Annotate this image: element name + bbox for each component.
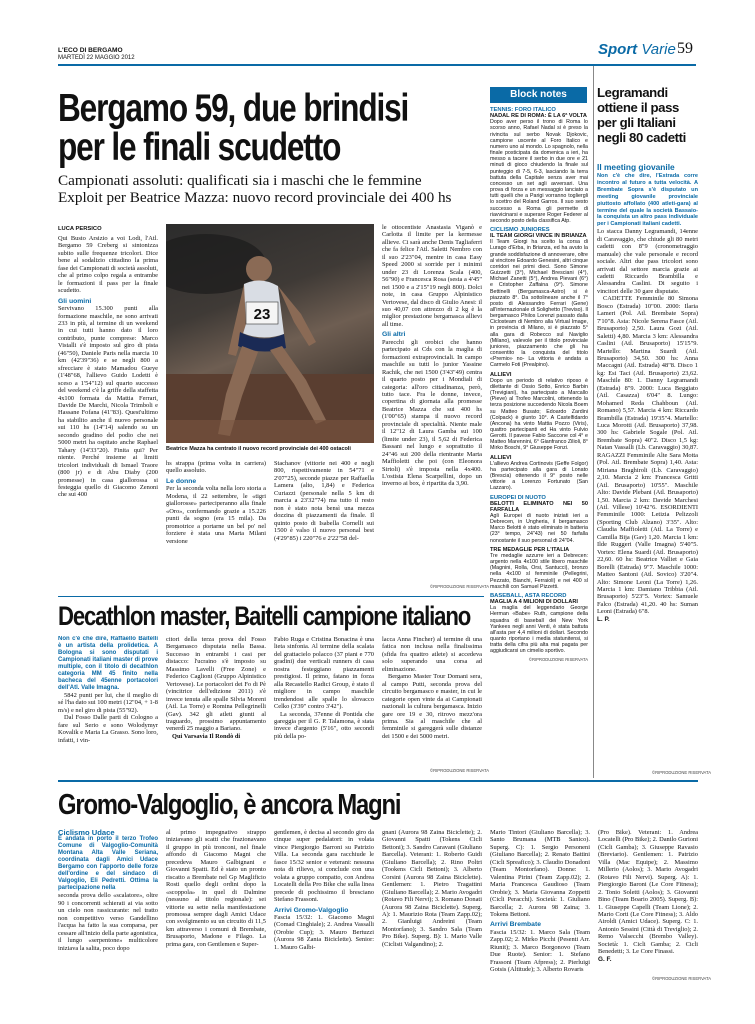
article2-col1-text: 5842 punti per lui, che il meglio di sé l'ha dato sui 100 metri (12"04, + 1-8 m/s) e nel giro di pista (55"92).: [58, 692, 158, 714]
right-article-headline: Legramandi ottiene il pass per gli Italiani negli 80 cadetti: [597, 85, 686, 145]
article2-col1: [58, 636, 158, 774]
block-note-heading: BELOTTI ELIMINATO NEI 50 FARFALLA: [490, 500, 588, 513]
right-article-initials: L. P.: [597, 615, 610, 623]
block-note-text: L'allievo Andrea Cortinovis (Geffe Folgor) ha partecipato alla gara di Lonato (Brescia) ottenendo il 9° posto nelle vittorie a Lorenzo Fortunato (San Lazzaro).: [490, 460, 588, 492]
article1-col2b-text: Per la seconda volta nella loro storia a Modena, il 22 settembre, le «tigri giallorosse» parteciperanno alla finale «Oro», confermando grazie a 15.226 punti da sogno (era 15 mila). Da promotrice a portarne un bel po' nel forziere è stata una Marta Milani versione: [166, 485, 266, 545]
block-note-heading: NADAL RE DI ROMA: È LA 6ª VOLTA: [490, 113, 587, 120]
block-note-item: [490, 372, 588, 452]
block-note-kicker: CICLISMO JUNIORES: [490, 226, 550, 233]
article1-subhead-line2: Exploit per Beatrice Mazza: nuovo record provinciale dei 400 hs: [58, 189, 452, 206]
right-article-body: [597, 173, 698, 771]
section-sub: Varie: [641, 41, 676, 58]
block-notes-body: [490, 107, 588, 771]
section-label: [598, 41, 676, 58]
article1-col1-subhead: Gli uomini: [58, 297, 92, 305]
article3-col3-subhead: Arrivi Gromo-Valgoglio: [274, 906, 349, 914]
article2-col2: [166, 636, 266, 774]
block-note-heading: ALLIEVI: [490, 371, 512, 378]
article1-col4: [382, 224, 482, 583]
block-note-text: Tre medaglie azzurre ieri a Debrecen: argento nella 4x100 stile libero maschile (Magnini, Rolla, Orsi, Santucci), bronzo nella 4x100 sl femminile (Pellegrini, Pezzato, Bianchi, Ferraioli) e nei 400 sl maschili con Samuel Pizzetti.: [490, 552, 588, 590]
block-notes-credit: ©RIPRODUZIONE RISERVATA: [528, 657, 588, 663]
block-note-text: La maglia del leggendario George Herman «Babe» Ruth, campione della squadra di baseball dei New York Yankees negli anni Venti, è stata battuta all'asta per 4,4 milioni di dollari. Secondo quanto riportano i media statunitensi, si tratta della cifra più alta mai pagata per aggiudicarsi un cimelio sportivo.: [490, 605, 588, 655]
block-note-heading: IL TEAM GIORGI VINCE IN BRIANZA: [490, 233, 587, 240]
right-article-text: Lo stacca Danny Legramandi, 14enne di Caravaggio, che chiude gli 80 metri cadetti con 8"9 (cronometraggio manuale) che vale personale e record sociale. Altri due pass tricolori sono arrivati dal settore marcia grazie ai cadetti Riccardo Brambilla e Alessandra Caslini. Di seguito i vincitori delle 30 gare disputate.: [597, 228, 698, 295]
article3-col1-text: seconda prova dello «scalatore», oltre 90 i concorrenti schierati ai via sotto un cielo non rassicurante: nel tratto non competitivo verso Gandellino l'acqua ha fatto la sua comparsa, per cessare all'inizio della parte agonistica, il lungo «serpentone» multicolore iniziava la salita, poco dopo: [58, 892, 158, 952]
article1-col4-text: le ottocentiste Anastasia Viganò e Carlotta il limite per la kermesse allieve. Ci sarà anche Denis Tagliaferri che fa felice l'Atl. Saletti Nembro con il suo 2'23"04, mentre in casa Easy Speed 2000 si sorride per i minimi under 23 di Lorenza Scala (400, 56"90) e Francesca Rosa (sesta a 4'45" nei 1500 e a 2'15"19 negli 800). Dolci note, in casa Gruppo Alpinistico Vertovese, dal disco di Giulio Anesi: il suo 40,07 con attrezzo di 2 kg è la miglior prestazione bergamasca allievi all time.: [382, 224, 482, 328]
article3-initials: G. F.: [598, 955, 612, 963]
article1-col2-text: hs strappa (prima volta in carriera) quello assoluto.: [166, 460, 266, 475]
block-note-kicker: BASEBALL, ASTA RECORD: [490, 592, 567, 599]
photo-caption: Beatrice Mazza ha centrato il nuovo record provinciale dei 400 ostacoli: [166, 446, 351, 452]
article1-credit: ©RIPRODUZIONE RISERVATA: [430, 584, 490, 589]
block-note-kicker: EUROPEI DI NUOTO: [490, 494, 546, 501]
block-note-text: Agli Europei di nuoto iniziati ieri a Debrecen, in Ungheria, il bergamasco Marco Belotti è stato eliminato in batteria (23° tempo, 24"43) nei 50 farfalla nonostante il suo personal di 24"04.: [490, 513, 588, 544]
athlete-photo: [166, 224, 374, 443]
article3-lead: È andata in porto il terzo Trofeo Comune di Valgoglio-Comunità Montana Alta Valle Seriana, coordinata dagli Amici Udace Bergamo con l'apporto delle forze dell'ordine e del sindaco di Valgoglio, Eli Pedretti. Ottima la partecipazione nella: [58, 836, 158, 892]
block-note-text: Dopo aver perso il trono di Roma lo scorso anno, Rafael Nadal si è preso la rivincita sul serbo Novak Djokovic, campione uscente al Foro Italico e numero uno al mondo. Lo spagnolo, nella finale posticipata da domenica a ieri, ha messo a tacere il serbo in due ore e 21 minuti di gioco chiudendo la finale sul punteggio di 7-5, 6-3, lasciando la terra battuta della Capitale senza aver mai concesso un set agli avversari. Una prova di forza e un messaggio lanciato a tutti quelli che a Parigi vorranno togliergli lo scettro del Roland Garros. Il suo sesto successo a Roma gli permette di riavvicinarsi e superare Roger Federer al secondo posto della classifica Atp.: [490, 119, 588, 224]
article3-top-rule: [58, 780, 698, 782]
article1-col3-text: Stachanov (vittorie nei 400 e negli 800, rispettivamente in 54"71 e 2'07"25), seconde piazze per Raffaella Lamera (alto, 1,84) e Federica Curiazzi (personale nella 5 km di marcia a 23'32"74) ma tutto il resto non è stato nota bensì una mezza dozzina di piazzamenti da finale. Il quinto posto di Isabella Cornelli sui 1500 è valso il nuovo personal best (4'29"85) i 220"76 e 2'22"58 del-: [274, 460, 374, 542]
article3-col4: [382, 829, 482, 983]
article2-col3b-text: La seconda, 37enne di Pontida che gareggia per il G. P. Talamona, è stata invece d'argento (5'16", otto secondi più della po-: [274, 710, 374, 740]
right-article-subhead: Il meeting giovanile: [597, 162, 675, 172]
right-article-credit: ©RIPRODUZIONE RISERVATA: [652, 770, 712, 775]
block-note-item: [490, 593, 588, 655]
block-note-item: [490, 107, 588, 224]
right-article-results: CADETTE Femminile 80 Simona Bosco (Estrada) 10"00. 2000: Ilaria Lameri (Pol. Atl. Brembate Sopra) 7'10"8. Asta: Nicole Serena Fasce (Atl. Brusaporto) 2,50. Laura Gozi (Atl. Saletti) 4,80. Marcia 3 km: Alessandra Caslini (Atl. Brusaporto) 15'15"9. Martello: Martina Suardi (Atl. Brusaporto) 34,50. 300 hs: Anna Maccagni (Atl. Estrada) 48"8. Disco 1 kg: Esi Taci (Atl. Brusaporto) 23,62. Maschile 80: 1. Danny Legramandi (Estrada) 8"9. 2000: Luca Beggiato (Atl. Casazza) 6'04" 8. Lungo: Mohamed Reda Chahboun (Atl. Romano) 5,57. Marcia 4 km: Riccardo Brambilla (Estrada) 19'35"4. Martello: Luca Morotti (Atl. Brusaporto) 37,98. 300 hs: Gabriele Sogale (Pol. Atl. Brembate Sopra) 40"2. Disco 1,5 kg: Natan Vassalli (Lb. Caravaggio) 30,87. RAGAZZI Femminile Alte Sara Motta (Pol. Atl. Brembate Sopra) 1,40. Asta: Miriana Braghiroli (Lb. Caravaggio) 2,10. Marcia 2 km: Francesca Gritti (Atl. Brusaporto) 10'55". Maschile Alto: Davide Plebani (Atl. Brusaporto) 1,50. Marcia 2 km: Davide Marchesi (Atl. Villese) 10'42"6. ESORDIENTI Femminile 1000: Letizia Pelizzoli (Sporting Club Alzano) 3'35". Alto: Claudia Maffioletti (Atl. La Torre) e Camilla Bija (Gav) 1,20. Marcia 1 km: Ilde Ruggeri (Valle Imagna) 5'40"5. Vortex: Elena Suardi (Atl. Brusaporto) 22,60. 60 hs: Beatrice Valliet e Gaia Borelli (Estrada) 9"7. Maschile 1000: Matteo Santoni (Atl. Sovico) 3'20"4. Alto: Simone Leoni (La Torre) 1,26. Marcia 1 km: Damiano Tribbia (Atl. Brusaporto) 5'23"5. Vortex: Samuele Falco (Estrada) 41,20. 40 hs: Suman Leoni (Estrada) 6"8.: [597, 295, 698, 616]
article1-col2: [166, 460, 266, 591]
paper-name: L'ECO DI BERGAMO: [58, 47, 123, 54]
block-notes-divider: [593, 66, 594, 778]
article2-credit: ©RIPRODUZIONE RISERVATA: [430, 768, 490, 773]
block-note-heading: MAGLIA A 4 MILIONI DI DOLLARI: [490, 599, 578, 606]
article3-col5-subhead: Arrivi Brembate: [490, 921, 541, 929]
right-article-lead: Non c'è che dire, l'Estrada corre incontro al futuro a tutta velocità. A Brembate Sopra s'è disputato un meeting giovanile provinciale piuttosto affollato (400 atleti-gara) al termine del quale la società Bassaio-la conquista un altro pass individuale per i Campionati italiani cadetti.: [597, 173, 698, 228]
article3-col1: [58, 829, 158, 983]
athlete-figure: [166, 224, 374, 443]
article3-col2: [166, 829, 266, 983]
article3-col3b-text: Fascia 15/32: 1. Giacomo Magni (Comad Cinghiale); 2. Andrea Vassalli (Orobie Cup); 3. Mauro Bertuzzi (Aurora 98 Zania Biciclette). Senior: 1. Mauro Galbi-: [274, 913, 374, 951]
article1-col3: [274, 460, 374, 591]
article2-col3-text: Fabio Ruga e Cristina Bonacina è una lieta sinfonia. Al termine della scalata del grattacielo polacco (37 piani e 770 gradini) due verticali runners di casa nostra festeggiano piazzamenti prestigiosi. Il primo, fatano in forza alla Recastello Radici Group, è stato il migliore in campo maschile trendendosi alle spalle lo slovacco Celko (3'39" contro 3'42").: [274, 636, 374, 711]
article3-col3: [274, 829, 374, 983]
article1-subhead-line1: Campionati assoluti: qualificati sia i maschi che le femmine: [58, 172, 422, 189]
article3-col3-text: gentlemen, è decisa al secondo giro da cinque super pedalatori: in volata vince Piergiorgio Barroni su Patrizio Villa. La seconda gara racchiude le fasce 15/32 senior e veterani: nessuna nota di rilievo, si conclude con una volata a gruppo compatto, con Andrea Locatelli della Pro Bike che sulla linea precede di pochissimo il bresciano Stefano Frassoni.: [274, 829, 374, 904]
block-note-kicker: TENNIS: FORO ITALICO: [490, 107, 556, 113]
article1-headline-line2: per le finali scudetto: [58, 126, 341, 169]
block-note-heading: TRE MEDAGLIE PER L'ITALIA: [490, 546, 570, 553]
article3-col5-text: Mario Tintori (Giuliano Barcella); 3. Santo Brumana (MTB Sanico). Superg. C): 1. Sergio Personeni (Giuliano Barcella); 2. Renato Battini (Cicli Spreafico); 3. Claudio Donadoni (Team Montorfano). Donne: 1. Valentina Pirini (Team Zapp.02); 2. Maria Francesca Gaudioso (Team Orobie); 3. Maria Giovanna Zoppetti (Cicli Peracchi). Società: 1. Giuliano Barcella; 2. Aurora 98 Zaina; 3. Tokens Bettoni.: [490, 829, 590, 918]
article3-col6: [598, 829, 698, 975]
article3-col5b-text: Fascia 15/32: 1. Marco Sala (Team Zapp.02; 2. Mirko Picchi (Pesenti Arr. Riunit); 3. Marco Borgonovo (Team Due Ruote). Senior: 1. Stefano Frassoni (Team Afpress); 2. Pierluigi Gotsis (Altitude); 3. Alberto Rovaris: [490, 928, 590, 974]
article2-col1b-text: Dal Fosso Dalle parti di Cologno a fare sul Serio e sono Wolodymyr Kovalik e Maria La Grasso. Sono loro, infatti, i vin-: [58, 714, 158, 744]
top-rule: [58, 64, 696, 66]
article3-col4-text: gnani (Aurora 98 Zaina Biciclette); 2. Giovanni Spatti (Tokens Cicli Bettoni); 3. Sandro Caravani (Giuliano Barcella). Veterani: 1. Roberto Guidi (Giuliano Barcella); 2. Rino Poltri (Tookens Cicli Bettoni); 3. Alberto Corsini (Aurora 98 Zaina Biciclette). Gentlemen: 1. Pietro Tragattini (Giuliano Barcella); 2. Mario Avogadri (Rotavo Fili Nervi); 3. Romano Donati (Aurora 98 Zaina Biciclette). Superg. A): 1. Maurizio Rota (Team Zapp.02); 2. Gianluigi Andreini (Team Montorfano); 3. Sandro Sala (Team Pro Bike). Superg. B): 1. Mario Valle (Ciclisti Valgandino); 2.: [382, 829, 482, 948]
article2-headline: Decathlon master, Baitelli campione italiano: [58, 601, 471, 631]
article2-col4b-text: Bergamo Master Tour Domani sera, al campo Putti, seconda prova del circuito bergamasco e master, in cui le categorie open vinte da ai Campionati nazionali la cultura bergamasca. Inizio gare ore 19 e 30, ritrovo mezz'ora prima. Sia al maschile che al femminile si gareggerà sulle distanze dei 1500 e dei 5000 metri.: [382, 673, 482, 740]
article1-col4-subhead: Gli altri: [382, 331, 406, 339]
article2-top-rule: [58, 596, 484, 597]
article1-col2-subhead: Le donne: [166, 477, 197, 485]
article3-col5: [490, 829, 590, 983]
block-note-item: [490, 495, 588, 544]
block-notes-header: Block notes: [490, 87, 587, 103]
article3-headline: Gromo-Valgoglio, è ancora Magni: [58, 789, 401, 821]
article2-col4: [382, 636, 482, 766]
article1-col4b-text: Parecchi gli orobici che hanno partecipato ai Cds con la maglia di formazioni extraprovinciali. In campo maschile su tutti lo junior Yassine Rachik, che nei 1500 (3'43"49) centra il quarto posto per i Mondiali di categoria: all'oro cittadinanza, però, tutto tace. Fra le donne, invece, copertina di giornata alla promesse Beatrice Mazza che sui 400 hs (1'00"65) stampa il nuovo record provinciale di specialità. Niente male il 12"12 di Laura Gamba sui 100 (limite under 23), il 5,62 di Federica Bassani nel lungo e soprattutto il 24"46 sui 200 della rientrante Marta Maffioletti che poi (con Eleonora Sirtoli) s'è imposta nella 4x400. L'ostista Elena Scarpellini, dopo un inverno ai box, è ripartita da 3,90.: [382, 338, 482, 488]
article1-byline: LUCA PERSICO: [58, 226, 102, 232]
issue-date: MARTEDÌ 22 MAGGIO 2012: [58, 55, 135, 61]
page-number: 59: [677, 40, 693, 57]
article2-col4-text: lacca Anna Fincher) al termine di una fatica non inclusa nella finalissima (sfida fra quattro atlete) si accedeva solo superando una corsa ad eliminazione.: [382, 636, 482, 673]
block-note-text: Il Team Giorgi ha scelto la corsa di Lurago d'Erba, in Brianza, ed ha avuto la grande soddisfazione di annoverare, oltre al vincitore Edoardo Genesini, altri cinque corridori nei primi dieci. Sono Simone Guizzetti (3°), Michael Bresciani (4°), Michael Zanetti (5°), Andrea Pievani (6°) e Cristopher Zaffaina (9°). Simone Bettinelli (Bergamasca-Astro) si è piazzato 8°. Da sottolineare anche il 7° posto di Alessandro Ferrari (Gene) all'internazionale di Solighetto (Treviso). Il bergamasco Philos Lorenzi passato dalla Ciclosteam di Nembro alla Virtual Image, in provincia di Milano, si è piazzato 5° alla gara di Robecco sul Naviglio (Milano), valevole per il titolo provinciale juniores, piazzamento che gli ha consentito la conquista del titolo «Premio» no- La vittoria è andata a Carmelo Foti (Prealpino).: [490, 239, 588, 369]
block-note-heading: ALLIEVI: [490, 454, 512, 461]
block-note-item: [490, 455, 588, 492]
article1-col1: [58, 235, 158, 591]
article3-col2-text: al primo impegnativo strappo iniziavano gli scatti che frazionavano il gruppo in più tronconi, nel finale affondo di Giacomo Magni che precedeva Mauro Galbignani e Giovanni Spatti. Ed è stato un pronto riscatto a Brembate nel Gp Maglificio Rosti quello degli ordini dopo la «scoppola» in quel di Dalmine (nessuno al titolo regionale): sei vittorie su sette nella manifestazione promossa sempre dagli Amici Udace con svolgimento su un circuito di 11,5 km attraverso i comuni di Brembate, Brusaporto, Madone e Filago. La prima gara, con Gentlemen e Super-: [166, 829, 266, 948]
article2-col2b-text: Qui Varsavia Il Rondò di: [172, 732, 241, 740]
article2-col2-text: citori della terza prova del Fosso Bergamasco disputata nella Bassa. Successo in entrambi i casi per distacco: l'ucraino s'è imposto su Massimo Lavelli (Free Zone) e Federico Caglioni (Gruppo Alpinistico Vertovese). Le portacolori dei Fo di Pè (vincitrice dell'edizione 2011) s'è invece tenuta alle spalle Silvia Moreni (Atl. La Torre) e Romina Pellegrinelli (Gav). 342 gli atleti giunti al traguardo, prossimo appuntamento venerdì 25 maggio a Bariano.: [166, 636, 266, 733]
block-note-text: Dopo un periodo di relativo riposo è dilettante di Ossio Sotto, Enrico Barbin (Trevigiani), ha partecipato a Marcallo (Pieve) al Trofeo Marcolini, ottenendo la terza posizione succedendo Nicola Boem su Matteo Busato; Edoardo Zardini (Colpack) è giunto 10°. A Castelfidardo (Ancona) ha vinto Mattia Pozzo (Viris), quattro partecipanti ed Ha vinto Fulvio Gerotti. Il pavese Fabio Saccone col 4° e Matteo Marennini, 6° Gianfranco Zilioli, 8° Mirko Boschi, 9° Giuseppe Fonzi.: [490, 377, 588, 452]
article1-headline-line1: Bergamo 59, due brindisi: [58, 87, 409, 130]
article3-col6-text: (Pro Bike). Veterani: 1. Andrea Locatelli (Pro Bike); 2. Danilo Gurioni (Cicli Gamba); 3. Giuseppe Ravasio (Breviario). Gentlemen: 1. Patrizio Villa (Mac Equipe); 2. Massimo Millerio (Aolos); 3. Mario Avogadri (Rotavo Fili Nervi). Superg. A): 1. Piergiorgio Baroni (Le Core Fitness); 2. Tonio Soletti (Aolos); 3. Giovanni Bino (Team Boario 2005). Superg. B): 1. Giuseppe Capelli (Team Lione); 2. Mario Corti (Le Core Fitness); 3. Aldo Airoldi (Amici Udace). Superg. C: 1. Antonio Sessini (Città di Treviglio); 2. Remo Valsecchi (Brembo Valley). Società: 1. Cicli Gamba; 2. Cicli Benedetti; 3. Le Core Finassi.: [598, 829, 698, 956]
article1-col1b-text: Servivano 15.300 punti alla formazione maschile, ne sono arrivati 233 in più, al termine di un weekend in cui tutti hanno dato il loro contributo, punte comprese: Marco Vistalli s'è imposto sul giro di pista (46"50), Daniele Paris nella marcia 10 km (42'39"36) e se negli 800 a sfrecciare è stato Mamadou Gueye (1'48"68, l'allievo Guido Lodetti è sceso a 1'54"12) sul quarto successo del weekend c'è la griffe della staffetta 4x100 formata da Mattia Ferrari, Davide De Marchi, Nicola Trimboli e Hassane Fofana (41"83). Quest'ultimo ha stabilito anche il nuovo personale sui 110 hs (14"14) salendo su un secondo gradino del podio che nei 5000 metri ha ospitato anche Raphael Tahary (14'33"20). Finita qui? Per niente. Perché insieme ai limiti tricolori individuali di Ismael Traore (800 jr) e di Abu Diaby (200 promesse) in casa giallorossa si festeggia quello di Giacomo Zenoni che sui 400: [58, 305, 158, 499]
article3-subhead: Ciclismo Udace: [58, 829, 115, 837]
article3-credit: ©RIPRODUZIONE RISERVATA: [652, 976, 712, 981]
article2-lead: Non c'è che dire, Raffaello Baitelli è un artista della prolidetica. A Bologna si sono disputati i Campionati italiani master di prove multiple, con il titolo di decathlon categoria MM 45 finito nella bacheca del 45enne portacolori dell'Atl. Valle Imagna.: [58, 636, 158, 691]
block-note-item: [490, 547, 588, 590]
article1-col1-text: Qui Busto Arsizio a voi Lodi, l'Atl. Bergamo 59 Creberg si sintonizza subito sulle frequenze tricolori. Dice bene al sodalizio cittadino la prima fase dei Campionati di società assoluti, che al primo colpo regala a entrambe le formazioni il pass per la finale scudetto.: [58, 235, 158, 295]
section-main: Sport: [598, 41, 638, 58]
block-note-item: [490, 227, 588, 369]
article2-col3: [274, 636, 374, 774]
athlete-bib-number: 23: [253, 306, 271, 323]
